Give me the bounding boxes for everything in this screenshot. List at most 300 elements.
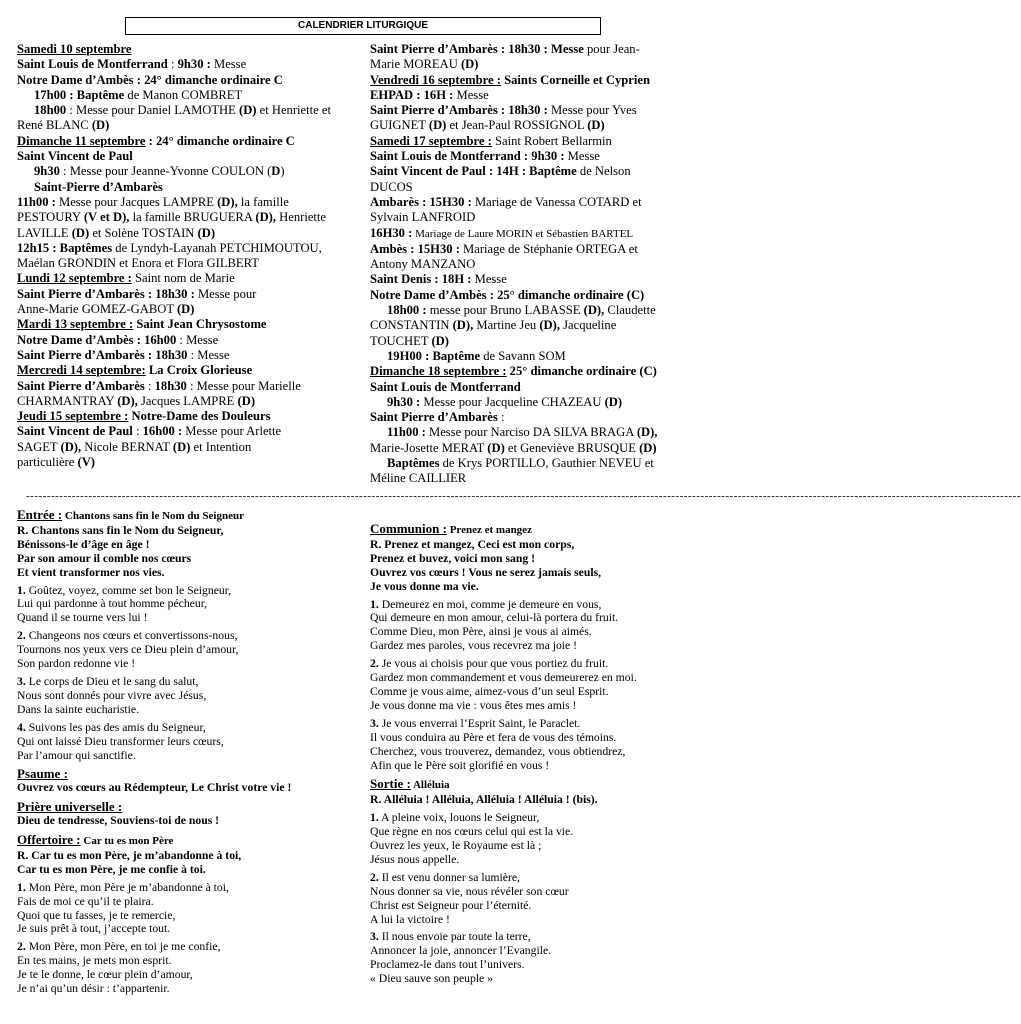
refrain-line: Et vient transformer nos vies. <box>17 565 165 579</box>
verse-line <box>370 958 710 972</box>
calendar-text: (D) <box>172 439 191 454</box>
calendar-line <box>17 42 362 57</box>
calendar-text: CHARMANTRAY <box>17 393 118 408</box>
verse <box>17 940 357 996</box>
verse <box>370 598 710 654</box>
calendar-text: Saint Pierre d’Ambarès : 18h30 : <box>17 286 195 301</box>
calendar-line <box>370 410 710 425</box>
verse-line <box>370 930 710 944</box>
verse-number: 2. <box>370 657 379 671</box>
song-section-label: Entrée : <box>17 507 63 522</box>
calendar-line <box>17 226 362 241</box>
calendar-line <box>17 333 362 348</box>
calendar-line <box>370 334 710 349</box>
calendar-text: 17h00 : Baptême <box>34 87 125 102</box>
calendar-text: et Solène TOSTAIN <box>89 225 198 240</box>
verse-text: Que règne en nos cœurs celui qui est la vie. <box>370 825 574 839</box>
calendar-line <box>17 134 362 149</box>
verse-line <box>17 643 357 657</box>
calendar-text: EHPAD : 16H : <box>370 87 454 102</box>
calendar-text: : <box>497 410 505 425</box>
verse-number: 2. <box>17 940 26 954</box>
calendar-text: Baptêmes <box>387 456 440 471</box>
verse-number: 3. <box>370 930 379 944</box>
calendar-text: (D) <box>237 393 256 408</box>
calendar-text: Jacques LAMPRE <box>137 393 238 408</box>
verse-line <box>17 597 357 611</box>
calendar-text: Dimanche 18 septembre : <box>370 364 507 379</box>
verse-text: Comme Dieu, mon Père, ainsi je vous ai aimés. <box>370 625 592 639</box>
verse-text: Son pardon redonne vie ! <box>17 657 136 671</box>
refrain-line: Par son amour il comble nos cœurs <box>17 551 192 565</box>
calendar-text: Mercredi 14 septembre: <box>17 363 146 378</box>
calendar-text: pour Jean- <box>583 42 640 56</box>
calendar-text: Messe pour Narciso DA SILVA BRAGA <box>425 425 637 440</box>
calendar-text: PESTOURY <box>17 210 84 225</box>
verse-line <box>370 685 710 699</box>
song-heading <box>17 508 357 524</box>
verse-text: Annoncer la joie, annoncer l’Evangile. <box>370 944 552 958</box>
refrain-line: Car tu es mon Père, je me confie à toi. <box>17 862 206 876</box>
verse-number: 4. <box>17 720 26 734</box>
calendar-text: Claudette <box>604 303 656 318</box>
verse-text: Fais de moi ce qu’il te plaira. <box>17 894 154 908</box>
calendar-text: : Messe pour Daniel LAMOTHE <box>66 103 239 118</box>
calendar-line <box>17 287 362 302</box>
verse-line <box>17 703 357 717</box>
song-section-label: Offertoire : <box>17 832 81 848</box>
calendar-text: Saint Louis de Montferrand <box>17 57 168 72</box>
calendar-text: Ambarès : 15H30 : <box>370 194 472 209</box>
verse-line <box>17 749 357 763</box>
calendar-text: Messe pour Arlette <box>182 424 282 439</box>
song-title: Alléluia <box>410 779 450 792</box>
calendar-text: : <box>167 57 178 72</box>
calendar-line <box>17 317 362 332</box>
calendar-line <box>370 364 710 379</box>
verse-text: Cherchez, vous trouverez, demandez, vous obtiendrez, <box>370 744 626 758</box>
calendar-text: D <box>271 164 281 179</box>
verse-line <box>370 871 710 885</box>
refrain-line: R. Alléluia ! Alléluia, Alléluia ! Alléluia ! (bis). <box>370 793 598 807</box>
verse-text: Mon Père, mon Père, en toi je me confie, <box>28 940 221 954</box>
calendar-text: Messe pour <box>194 286 257 301</box>
calendar-line <box>17 379 362 394</box>
calendar-text: (V et D), <box>83 210 130 225</box>
calendar-text: (D) <box>91 118 110 133</box>
calendar-text: Jeudi 15 septembre : <box>17 409 129 424</box>
calendar-text: LAVILLE <box>17 225 72 240</box>
verse-line <box>370 811 710 825</box>
calendar-text: Méline CAILLIER <box>370 471 467 486</box>
calendar-text: Samedi 10 septembre <box>17 42 132 56</box>
calendar-text: Saint-Pierre d’Ambarès <box>34 179 163 194</box>
calendar-text: 11h00 : <box>17 194 56 209</box>
verse-text: Je te le donne, le cœur plein d’amour, <box>17 968 193 982</box>
calendar-line <box>17 302 362 317</box>
calendar-text: la famille <box>237 194 289 209</box>
song-title: Car tu es mon Père <box>80 835 174 848</box>
calendar-line <box>17 210 362 225</box>
verse-line <box>17 982 357 996</box>
verse-text: Qui demeure en mon amour, celui-là portera du fruit. <box>370 611 619 625</box>
calendar-text: Sylvain LANFROID <box>370 210 476 225</box>
verse-line <box>370 598 710 612</box>
calendar-text: Saint Denis : 18H : <box>370 272 472 287</box>
calendar-text: Martine Jeu <box>473 318 540 333</box>
song-heading <box>17 833 357 849</box>
calendar-text: Henriette <box>276 210 327 225</box>
calendar-line <box>370 349 710 364</box>
verse-text: Il nous envoie par toute la terre, <box>381 930 531 944</box>
calendar-text: (D) <box>587 118 605 133</box>
verse-text: Suivons les pas des amis du Seigneur, <box>28 720 206 734</box>
calendar-text: 16H30 : <box>370 225 413 240</box>
calendar-text: Saint Vincent de Paul <box>17 424 133 439</box>
calendar-line <box>370 456 710 471</box>
calendar-line <box>370 242 710 257</box>
refrain-line: R. Chantons sans fin le Nom du Seigneur, <box>17 523 224 537</box>
verse-text: Par l’amour qui sanctifie. <box>17 748 136 762</box>
verse-text: Goûtez, voyez, comme set bon le Seigneur, <box>28 583 232 597</box>
calendar-line <box>370 303 710 318</box>
calendar-text: (D) <box>239 103 257 118</box>
calendar-line <box>370 88 710 103</box>
calendar-text: Samedi 17 septembre : <box>370 133 492 148</box>
verse-number: 1. <box>17 583 26 597</box>
calendar-text: Maélan GRONDIN et Enora et Flora GILBERT <box>17 256 259 271</box>
calendar-text: Saint Louis de Montferrand <box>370 379 521 394</box>
calendar-text: (D) <box>431 333 449 348</box>
calendar-line <box>17 164 362 179</box>
verse-text: Il est venu donner sa lumière, <box>381 870 520 884</box>
verse-line <box>370 639 710 653</box>
verse-text: Lui qui pardonne à tout homme pécheur, <box>17 597 208 611</box>
calendar-text: Dimanche 11 septembre <box>17 133 146 148</box>
verse-line <box>17 968 357 982</box>
refrain-line: Ouvrez vos cœurs au Rédempteur, Le Christ votre vie ! <box>17 781 292 795</box>
calendar-text: Mardi 13 septembre : <box>17 317 134 332</box>
verse-line <box>17 735 357 749</box>
verse-line <box>17 657 357 671</box>
calendar-text: Messe pour Jacques LAMPRE <box>55 194 218 209</box>
verse-text: Le corps de Dieu et le sang du salut, <box>28 674 199 688</box>
calendar-text: Messe pour Jacqueline CHAZEAU <box>420 394 605 409</box>
calendar-text: : Messe <box>176 332 219 347</box>
verse-text: A pleine voix, louons le Seigneur, <box>381 811 540 825</box>
calendar-text: Messe <box>453 87 489 102</box>
refrain-line: Bénissons-le d’âge en âge ! <box>17 537 150 551</box>
verse-text: Comme je vous aime, aimez-vous d’un seul Esprit. <box>370 684 609 698</box>
calendar-text: et Geneviève BRUSQUE <box>504 440 640 455</box>
verse-line <box>370 839 710 853</box>
calendar-text: 18h00 <box>34 103 67 118</box>
calendar-text: de Manon COMBRET <box>124 87 243 102</box>
verse-line <box>370 899 710 913</box>
verse-text: Je suis prêt à tout, j’accepte tout. <box>17 922 171 936</box>
calendar-text: (D) <box>197 225 216 240</box>
calendar-line <box>17 118 362 133</box>
song-heading <box>370 777 710 793</box>
calendar-text: (D) <box>428 118 447 133</box>
calendar-line <box>370 210 710 225</box>
calendar-text: (D), <box>117 393 138 408</box>
verse-line <box>17 909 357 923</box>
verse-line <box>17 881 357 895</box>
song-heading <box>370 522 710 538</box>
calendar-text: Notre Dame d’Ambès : 16h00 <box>17 332 177 347</box>
calendar-line <box>370 380 710 395</box>
refrain-line: Prenez et buvez, voici mon sang ! <box>370 551 536 565</box>
calendar-text: Saint Pierre d’Ambarès : 18h30 : <box>370 103 548 118</box>
verse-text: Je vous ai choisis pour que vous portiez du fruit. <box>381 657 609 671</box>
calendar-line <box>370 57 710 72</box>
calendar-right-column <box>370 42 710 487</box>
calendar-text: Saint Jean Chrysostome <box>133 317 267 332</box>
calendar-text: 18h00 : <box>387 303 427 318</box>
verse-number: 1. <box>17 880 26 894</box>
verse-line <box>370 825 710 839</box>
calendar-text: 18h30 <box>154 378 187 393</box>
calendar-text: Nicole BERNAT <box>81 439 173 454</box>
verse-line <box>370 913 710 927</box>
calendar-text: Saint Vincent de Paul <box>17 149 133 164</box>
refrain-line: R. Prenez et mangez, Ceci est mon corps, <box>370 537 575 551</box>
verse-line <box>370 972 710 986</box>
verse <box>370 871 710 927</box>
verse-text: « Dieu sauve son peuple » <box>370 972 494 986</box>
calendar-text: (V) <box>77 455 95 470</box>
calendar-text: Ambès : 15H30 : <box>370 241 460 256</box>
verse-line <box>370 731 710 745</box>
calendar-line <box>370 288 710 303</box>
verse <box>17 584 357 626</box>
calendar-text: : Messe pour Jeanne-Yvonne COULON ( <box>59 164 272 179</box>
calendar-text: et Intention <box>190 439 252 454</box>
verse-text: Je vous enverrai l’Esprit Saint, le Paraclet. <box>381 716 581 730</box>
calendar-line <box>17 195 362 210</box>
calendar-text: (D), <box>636 425 658 440</box>
songs-left-column <box>17 503 357 996</box>
verse-text: Afin que le Père soit glorifié en vous ! <box>370 758 550 772</box>
verse-line <box>17 584 357 598</box>
verse-line <box>370 745 710 759</box>
calendar-text: 9h30 : <box>177 57 211 72</box>
calendar-text: Saint nom de Marie <box>131 271 235 286</box>
refrain-line: Je vous donne ma vie. <box>370 579 479 593</box>
calendar-text: (D) <box>71 225 90 240</box>
calendar-text: de Savann SOM <box>480 348 566 363</box>
verse-number: 3. <box>370 716 379 730</box>
calendar-text: Mariage de Stéphanie ORTEGA et <box>459 241 638 256</box>
calendar-text: Marie MOREAU <box>370 57 461 72</box>
calendar-line <box>17 363 362 378</box>
calendar-text: Saint Pierre d’Ambarès <box>17 378 145 393</box>
song-section-label: Communion : <box>370 521 447 536</box>
calendar-line <box>370 195 710 210</box>
calendar-text: CONSTANTIN <box>370 318 453 333</box>
calendar-line <box>17 256 362 271</box>
verse-text: Gardez mon commandement et vous demeurerez en moi. <box>370 671 637 685</box>
verse <box>17 675 357 717</box>
verse <box>370 717 710 773</box>
verse-line <box>17 940 357 954</box>
calendar-text: particulière <box>17 455 78 470</box>
verse <box>17 721 357 763</box>
calendar-text: Saint Louis de Montferrand : 9h30 : <box>370 149 565 164</box>
calendar-text: 9h30 : <box>387 394 421 409</box>
verse-text: Qui ont laissé Dieu transformer leurs cœurs, <box>17 734 224 748</box>
verse-text: Tournons nos yeux vers ce Dieu plein d’amour, <box>17 643 239 657</box>
calendar-text: La Croix Glorieuse <box>145 363 253 378</box>
calendar-text: (D) <box>460 57 479 72</box>
calendar-line <box>17 440 362 455</box>
calendar-line <box>370 471 710 486</box>
song-section-label: Sortie : <box>370 776 411 792</box>
verse-text: Demeurez en moi, comme je demeure en vous, <box>381 597 602 611</box>
verse-text: Jésus nous appelle. <box>370 852 460 866</box>
calendar-text: : Messe <box>187 347 230 362</box>
calendar-text: (D), <box>539 318 560 333</box>
song-section-label: Prière universelle : <box>17 799 123 815</box>
calendar-line <box>17 180 362 195</box>
calendar-text: Notre Dame d’Ambès : 24° dimanche ordinaire C <box>17 72 283 87</box>
verse <box>17 629 357 671</box>
calendar-line <box>370 118 710 133</box>
refrain-line: R. Car tu es mon Père, je m’abandonne à toi, <box>17 848 242 862</box>
verse <box>370 930 710 986</box>
verse-line <box>17 922 357 936</box>
section-divider: ----------------------------------------------------------------------------------------------------------------------------------------------------------------------------------------------------------------------------------------------- <box>26 490 1021 502</box>
calendar-text: 12h15 : Baptêmes <box>17 240 113 255</box>
calendar-line <box>17 73 362 88</box>
song-section-label: Psaume : <box>17 766 68 782</box>
verse-line <box>370 759 710 773</box>
calendar-text: Saint Pierre d’Ambarès <box>370 410 498 425</box>
verse <box>17 881 357 937</box>
verse-text: Quand il se tourne vers lui ! <box>17 611 148 625</box>
page-title: CALENDRIER LITURGIQUE <box>125 17 601 35</box>
calendar-text: 9h30 <box>34 164 60 179</box>
calendar-text: SAGET <box>17 439 61 454</box>
calendar-line <box>370 164 710 179</box>
verse <box>370 811 710 867</box>
verse-line <box>370 717 710 731</box>
verse-line <box>17 611 357 625</box>
verse-text: Proclamez-le dans tout l’univers. <box>370 958 525 972</box>
verse-line <box>370 944 710 958</box>
verse-text: Nous sont donnés pour vivre avec Jésus, <box>17 688 207 702</box>
calendar-text: Antony MANZANO <box>370 257 476 272</box>
verse-line <box>370 611 710 625</box>
verse-line <box>17 954 357 968</box>
calendar-line <box>370 318 710 333</box>
verse-line <box>370 699 710 713</box>
verse-text: Dans la sainte eucharistie. <box>17 702 140 716</box>
calendar-text: Mariage de Vanessa COTARD et <box>471 194 642 209</box>
calendar-text: Saint Vincent de Paul : 14H : Baptême <box>370 164 577 179</box>
calendar-line <box>370 226 710 242</box>
song-title: Chantons sans fin le Nom du Seigneur <box>62 510 244 522</box>
calendar-text: DUCOS <box>370 179 413 194</box>
verse-text: Ouvrez les yeux, le Royaume est là ; <box>370 839 542 853</box>
calendar-text: Saints Corneille et Cyprien <box>500 72 650 87</box>
calendar-text: la famille BRUGUERA <box>129 210 256 225</box>
calendar-line <box>370 425 710 440</box>
verse-number: 2. <box>370 870 379 884</box>
calendar-line <box>17 424 362 439</box>
verse-line <box>370 671 710 685</box>
calendar-line <box>17 409 362 424</box>
calendar-text: Messe <box>210 57 247 72</box>
calendar-text: Messe pour Yves <box>547 103 637 118</box>
calendar-text: Messe <box>471 272 507 287</box>
verse-line <box>17 629 357 643</box>
verse-text: Il vous conduira au Père et fera de vous des témoins. <box>370 730 617 744</box>
calendar-text: (D) <box>604 394 623 409</box>
verse-line <box>17 721 357 735</box>
calendar-line <box>370 257 710 272</box>
calendar-text: GUIGNET <box>370 118 429 133</box>
verse-text: Gardez mes paroles, vous recevrez ma joie ! <box>370 639 578 653</box>
verse-text: A lui la victoire ! <box>370 912 450 926</box>
calendar-line <box>370 103 710 118</box>
calendar-line <box>370 73 710 88</box>
calendar-line <box>17 57 362 72</box>
calendar-text: (D), <box>255 210 277 225</box>
song-heading <box>17 767 357 781</box>
calendar-text: Saint Pierre d’Ambarès : 18h30 <box>17 347 188 362</box>
calendar-text: : Messe pour Marielle <box>186 378 301 393</box>
calendar-text: (D), <box>583 303 605 318</box>
calendar-text: Notre Dame d’Ambès : 25° dimanche ordinaire (C) <box>370 287 645 302</box>
calendar-line <box>17 455 362 470</box>
calendar-text: (D), <box>452 318 474 333</box>
calendar-line <box>17 271 362 286</box>
calendar-text: et Henriette et <box>256 103 331 118</box>
calendar-text: TOUCHET <box>370 333 432 348</box>
calendar-line <box>370 395 710 410</box>
verse-number: 2. <box>17 629 26 643</box>
calendar-text: Lundi 12 septembre : <box>17 271 132 286</box>
calendar-line <box>370 42 710 57</box>
verse-text: Quoi que tu fasses, je te remercie, <box>17 908 176 922</box>
calendar-text: 25° dimanche ordinaire (C) <box>506 364 657 379</box>
verse-text: Christ est Seigneur pour l’éternité. <box>370 898 532 912</box>
verse-text: Je vous donne ma vie : vous êtes mes amis ! <box>370 698 577 712</box>
calendar-text: 19H00 : Baptême <box>387 348 481 363</box>
calendar-line <box>370 134 710 149</box>
calendar-line <box>370 441 710 456</box>
calendar-line <box>17 103 362 118</box>
verse-line <box>17 675 357 689</box>
calendar-text: Anne-Marie GOMEZ-GABOT <box>17 302 177 317</box>
verse-number: 3. <box>17 674 26 688</box>
verse-text: Mon Père, mon Père je m’abandonne à toi, <box>28 880 229 894</box>
calendar-text: ) <box>280 164 285 179</box>
calendar-text: (D), <box>60 439 82 454</box>
verse-text: Changeons nos cœurs et convertissons-nous, <box>28 629 238 643</box>
calendar-text: Notre-Dame des Douleurs <box>128 409 271 424</box>
calendar-text: Mariage de Laure MORIN et Sébastien BARTEL <box>412 227 634 240</box>
verse-line <box>17 689 357 703</box>
verse-line <box>17 895 357 909</box>
verse-text: En tes mains, je mets mon esprit. <box>17 954 172 968</box>
calendar-text: Saint Robert Bellarmin <box>491 133 612 148</box>
calendar-line <box>17 88 362 103</box>
verse-text: Je n’ai qu’un désir : t’appartenir. <box>17 982 170 996</box>
calendar-text: (D) <box>639 440 657 455</box>
